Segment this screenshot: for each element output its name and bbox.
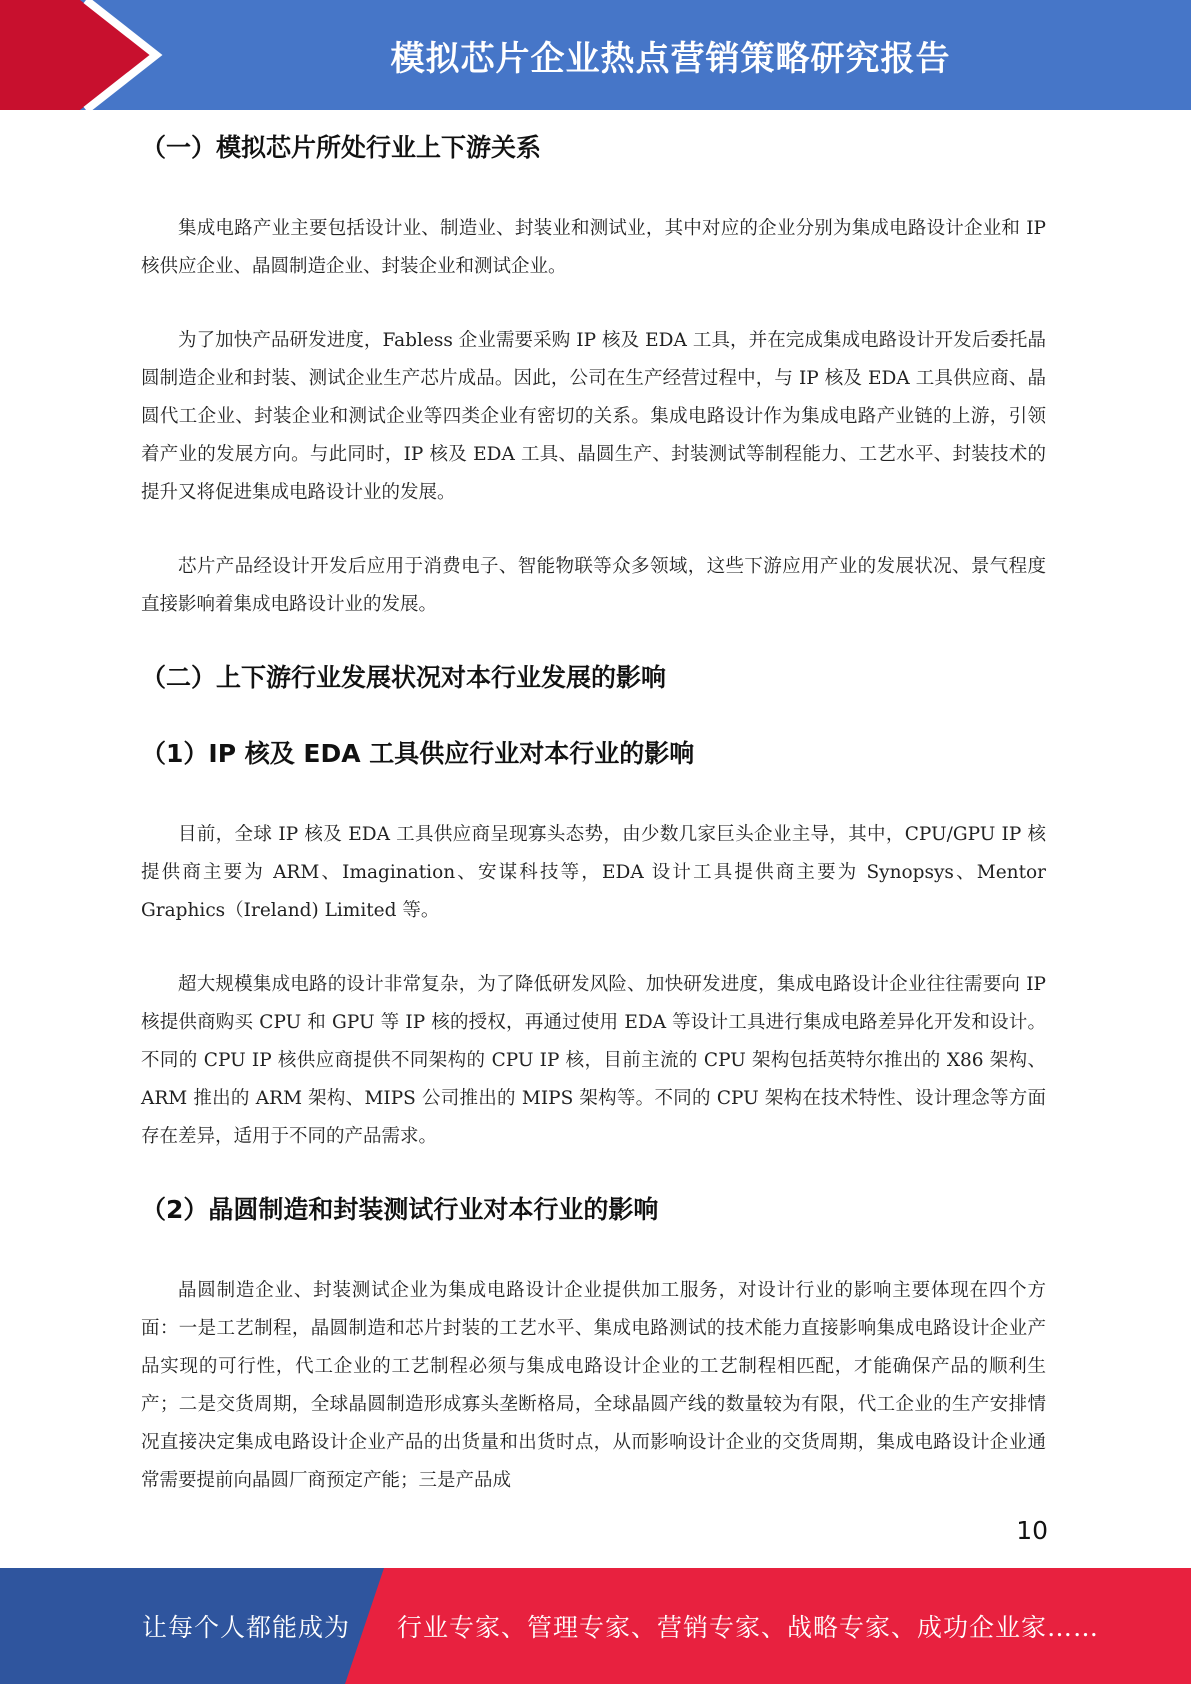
subsection-heading-1: （1）IP 核及 EDA 工具供应行业对本行业的影响: [141, 739, 695, 768]
document-title: 模拟芯片企业热点营销策略研究报告: [390, 38, 951, 79]
paragraph: 集成电路产业主要包括设计业、制造业、封装业和测试业，其中对应的企业分别为集成电路设计企业和 IP 核供应企业、晶圆制造企业、封装企业和测试企业。: [141, 218, 1046, 277]
section-heading-1: （一）模拟芯片所处行业上下游关系: [141, 133, 542, 162]
paragraph: 为了加快产品研发进度，Fabless 企业需要采购 IP 核及 EDA 工具，并在完成集成电路设计开发后委托晶圆制造企业和封装、测试企业生产芯片成品。因此，公司在生产经营过程中，与 IP 核及 EDA 工具供应商、晶圆代工企业、封装企业和测试企业等四类企业有密切的关系。集成电路设计作为集成电路产业链的上游，引领着产业的发展方向。与此同时，IP 核及 EDA 工具、晶圆生产、封装测试等制程能力、工艺水平、封装技术的提升又将促进集成电路设计业的发展。: [141, 330, 1046, 503]
section-heading-2: （二）上下游行业发展状况对本行业发展的影响: [141, 663, 667, 692]
subsection-heading-2: （2）晶圆制造和封装测试行业对本行业的影响: [141, 1195, 659, 1224]
paragraph: 目前，全球 IP 核及 EDA 工具供应商呈现寡头态势，由少数几家巨头企业主导，其中，CPU/GPU IP 核提供商主要为 ARM、Imagination、安谋科技等，EDA 设计工具提供商主要为 Synopsys、Mentor Graphics（Ireland) Limited 等。: [141, 824, 1046, 921]
header-red-arrow: [0, 0, 150, 110]
footer-slogan-left: 让每个人都能成为: [142, 1613, 351, 1642]
paragraph: 芯片产品经设计开发后应用于消费电子、智能物联等众多领域，这些下游应用产业的发展状况、景气程度直接影响着集成电路设计业的发展。: [141, 556, 1046, 615]
main-content: [141, 126, 1046, 1500]
page-number: 10: [1016, 1516, 1048, 1545]
paragraph: 超大规模集成电路的设计非常复杂，为了降低研发风险、加快研发进度，集成电路设计企业往往需要向 IP 核提供商购买 CPU 和 GPU 等 IP 核的授权，再通过使用 EDA 等设计工具进行集成电路差异化开发和设计。不同的 CPU IP 核供应商提供不同架构的 CPU IP 核，目前主流的 CPU 架构包括英特尔推出的 X86 架构、ARM 推出的 ARM 架构、MIPS 公司推出的 MIPS 架构等。不同的 CPU 架构在技术特性、设计理念等方面存在差异，适用于不同的产品需求。: [141, 974, 1046, 1147]
page-footer: [0, 1568, 1191, 1684]
page-header: [0, 0, 1191, 110]
footer-slogan-right: 行业专家、管理专家、营销专家、战略专家、成功企业家……: [397, 1613, 1100, 1642]
paragraph: 晶圆制造企业、封装测试企业为集成电路设计企业提供加工服务，对设计行业的影响主要体现在四个方面：一是工艺制程，晶圆制造和芯片封装的工艺水平、集成电路测试的技术能力直接影响集成电路设计企业产品实现的可行性，代工企业的工艺制程必须与集成电路设计企业的工艺制程相匹配，才能确保产品的顺利生产；二是交货周期，全球晶圆制造形成寡头垄断格局，全球晶圆产线的数量较为有限，代工企业的生产安排情况直接决定集成电路设计企业产品的出货量和出货时点，从而影响设计企业的交货周期，集成电路设计企业通常需要提前向晶圆厂商预定产能；三是产品成: [141, 1280, 1046, 1491]
